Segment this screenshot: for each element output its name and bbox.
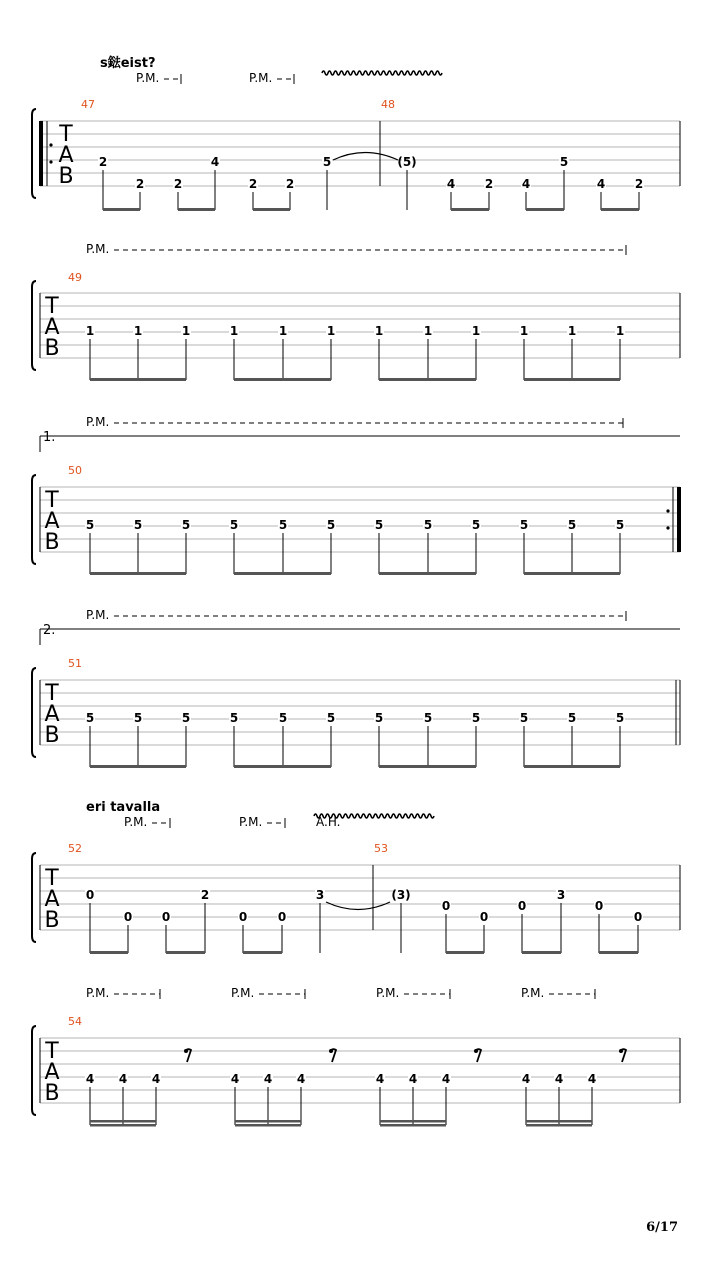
fret-number: (5) xyxy=(397,155,417,169)
note-beam xyxy=(234,378,331,381)
measure-number: 48 xyxy=(381,98,395,111)
fret-number: 0 xyxy=(517,899,527,913)
fret-number: 5 xyxy=(322,155,332,169)
note-beam xyxy=(380,1120,446,1123)
note-beam xyxy=(90,951,128,954)
fret-number: (3) xyxy=(391,888,411,902)
fret-number: 1 xyxy=(423,324,433,338)
second-ending-label: 2. xyxy=(43,623,56,638)
fret-number: 4 xyxy=(408,1072,418,1086)
artificial-harmonic-label: A.H. xyxy=(316,815,341,829)
tab-clef-letter: A xyxy=(44,1060,60,1085)
note-beam xyxy=(526,208,564,211)
fret-number: 5 xyxy=(567,711,577,725)
fret-number: 4 xyxy=(85,1072,95,1086)
eighth-rest-head xyxy=(474,1049,478,1053)
fret-number: 5 xyxy=(278,518,288,532)
fret-number: 4 xyxy=(521,1072,531,1086)
fret-number: 0 xyxy=(161,910,171,924)
fret-number: 1 xyxy=(471,324,481,338)
fret-number: 0 xyxy=(479,910,489,924)
measure-number: 52 xyxy=(68,842,82,855)
fret-number: 4 xyxy=(596,177,606,191)
fret-number: 4 xyxy=(230,1072,240,1086)
fret-number: 0 xyxy=(441,899,451,913)
fret-number: 5 xyxy=(471,711,481,725)
fret-number: 5 xyxy=(326,711,336,725)
tab-clef-letter: B xyxy=(44,1081,60,1106)
staff-brace xyxy=(32,668,36,757)
fret-number: 5 xyxy=(133,518,143,532)
note-beam-secondary xyxy=(380,1124,446,1127)
fret-number: 2 xyxy=(98,155,108,169)
fret-number: 1 xyxy=(181,324,191,338)
fret-number: 4 xyxy=(263,1072,273,1086)
note-beam xyxy=(90,765,186,768)
palm-mute-label: P.M. xyxy=(239,815,263,829)
fret-number: 1 xyxy=(133,324,143,338)
palm-mute-label: P.M. xyxy=(86,986,110,1000)
fret-number: 4 xyxy=(446,177,456,191)
fret-number: 5 xyxy=(374,711,384,725)
note-beam-secondary xyxy=(90,1124,156,1127)
repeat-dot xyxy=(49,143,52,146)
note-beam xyxy=(90,378,186,381)
note-beam xyxy=(178,208,215,211)
note-beam xyxy=(166,951,205,954)
staff-brace xyxy=(32,853,36,942)
eighth-rest-head xyxy=(619,1049,623,1053)
note-beam xyxy=(234,572,331,575)
section-title: s鍅eist? xyxy=(100,56,156,71)
note-beam xyxy=(524,765,620,768)
fret-number: 2 xyxy=(200,888,210,902)
repeat-dot xyxy=(666,526,669,529)
fret-number: 4 xyxy=(441,1072,451,1086)
fret-number: 5 xyxy=(567,518,577,532)
note-beam xyxy=(524,378,620,381)
note-beam xyxy=(601,208,639,211)
note-beam xyxy=(526,1120,592,1123)
fret-number: 5 xyxy=(229,711,239,725)
eighth-rest-head xyxy=(329,1049,333,1053)
staff-brace xyxy=(32,109,36,198)
tab-clef-letter: B xyxy=(44,530,60,555)
tab-clef-letter: A xyxy=(44,702,60,727)
fret-number: 2 xyxy=(634,177,644,191)
note-beam xyxy=(379,765,476,768)
fret-number: 5 xyxy=(133,711,143,725)
note-beam xyxy=(522,951,561,954)
note-beam xyxy=(90,1120,156,1123)
fret-number: 5 xyxy=(423,518,433,532)
fret-number: 0 xyxy=(85,888,95,902)
note-beam xyxy=(103,208,140,211)
fret-number: 0 xyxy=(594,899,604,913)
tab-clef-letter: T xyxy=(45,294,59,319)
tab-clef-letter: T xyxy=(45,1039,59,1064)
tab-clef-letter: T xyxy=(59,122,73,147)
tab-clef-letter: B xyxy=(44,723,60,748)
note-beam xyxy=(234,765,331,768)
palm-mute-label: P.M. xyxy=(124,815,148,829)
measure-number: 47 xyxy=(81,98,95,111)
fret-number: 5 xyxy=(471,518,481,532)
fret-number: 4 xyxy=(554,1072,564,1086)
fret-number: 3 xyxy=(556,888,566,902)
fret-number: 5 xyxy=(229,518,239,532)
tab-clef-letter: A xyxy=(58,143,74,168)
fret-number: 1 xyxy=(374,324,384,338)
fret-number: 4 xyxy=(210,155,220,169)
fret-number: 5 xyxy=(423,711,433,725)
note-beam xyxy=(253,208,290,211)
note-beam xyxy=(90,572,186,575)
note-beam-secondary xyxy=(235,1124,301,1127)
measure-number: 50 xyxy=(68,464,82,477)
palm-mute-label: P.M. xyxy=(521,986,545,1000)
measure-number: 53 xyxy=(374,842,388,855)
repeat-dot xyxy=(49,160,52,163)
fret-number: 4 xyxy=(521,177,531,191)
fret-number: 5 xyxy=(181,711,191,725)
fret-number: 5 xyxy=(278,711,288,725)
tab-clef-letter: T xyxy=(45,488,59,513)
note-beam xyxy=(379,572,476,575)
tab-clef-letter: B xyxy=(44,336,60,361)
palm-mute-label: P.M. xyxy=(136,71,160,85)
fret-number: 2 xyxy=(285,177,295,191)
fret-number: 5 xyxy=(181,518,191,532)
tab-clef-letter: A xyxy=(44,509,60,534)
fret-number: 4 xyxy=(587,1072,597,1086)
fret-number: 4 xyxy=(118,1072,128,1086)
staff-brace xyxy=(32,475,36,564)
fret-number: 0 xyxy=(277,910,287,924)
fret-number: 2 xyxy=(135,177,145,191)
tab-clef-letter: T xyxy=(45,681,59,706)
fret-number: 5 xyxy=(615,711,625,725)
tab-clef-letter: T xyxy=(45,866,59,891)
tab-clef-letter: A xyxy=(44,887,60,912)
note-beam xyxy=(243,951,282,954)
fret-number: 1 xyxy=(615,324,625,338)
fret-number: 5 xyxy=(559,155,569,169)
note-beam xyxy=(446,951,484,954)
palm-mute-label: P.M. xyxy=(86,415,110,429)
repeat-dot xyxy=(666,509,669,512)
fret-number: 5 xyxy=(85,711,95,725)
palm-mute-label: P.M. xyxy=(86,608,110,622)
fret-number: 1 xyxy=(229,324,239,338)
fret-number: 0 xyxy=(633,910,643,924)
vibrato-wave xyxy=(322,71,442,75)
measure-number: 51 xyxy=(68,657,82,670)
fret-number: 5 xyxy=(615,518,625,532)
fret-number: 4 xyxy=(296,1072,306,1086)
page-number: 6/17 xyxy=(646,1220,678,1235)
first-ending-label: 1. xyxy=(43,430,56,445)
fret-number: 5 xyxy=(326,518,336,532)
note-beam-secondary xyxy=(526,1124,592,1127)
tab-clef-letter: A xyxy=(44,315,60,340)
note-beam xyxy=(599,951,638,954)
eighth-rest-head xyxy=(184,1049,188,1053)
measure-number: 49 xyxy=(68,271,82,284)
tie-arc xyxy=(333,153,398,161)
note-beam xyxy=(235,1120,301,1123)
tie-arc xyxy=(326,902,390,910)
fret-number: 1 xyxy=(85,324,95,338)
fret-number: 5 xyxy=(374,518,384,532)
fret-number: 1 xyxy=(519,324,529,338)
palm-mute-label: P.M. xyxy=(231,986,255,1000)
fret-number: 5 xyxy=(519,518,529,532)
fret-number: 2 xyxy=(248,177,258,191)
note-beam xyxy=(451,208,489,211)
staff-brace xyxy=(32,1026,36,1115)
tab-clef-letter: B xyxy=(44,908,60,933)
fret-number: 1 xyxy=(567,324,577,338)
section-title: eri tavalla xyxy=(86,800,161,815)
palm-mute-label: P.M. xyxy=(86,242,110,256)
staff-brace xyxy=(32,281,36,370)
palm-mute-label: P.M. xyxy=(249,71,273,85)
palm-mute-label: P.M. xyxy=(376,986,400,1000)
fret-number: 3 xyxy=(315,888,325,902)
measure-number: 54 xyxy=(68,1015,82,1028)
fret-number: 4 xyxy=(151,1072,161,1086)
fret-number: 5 xyxy=(85,518,95,532)
fret-number: 1 xyxy=(278,324,288,338)
fret-number: 0 xyxy=(238,910,248,924)
tab-clef-letter: B xyxy=(58,164,74,189)
fret-number: 4 xyxy=(375,1072,385,1086)
fret-number: 5 xyxy=(519,711,529,725)
fret-number: 2 xyxy=(484,177,494,191)
fret-number: 2 xyxy=(173,177,183,191)
note-beam xyxy=(524,572,620,575)
fret-number: 0 xyxy=(123,910,133,924)
fret-number: 1 xyxy=(326,324,336,338)
note-beam xyxy=(379,378,476,381)
